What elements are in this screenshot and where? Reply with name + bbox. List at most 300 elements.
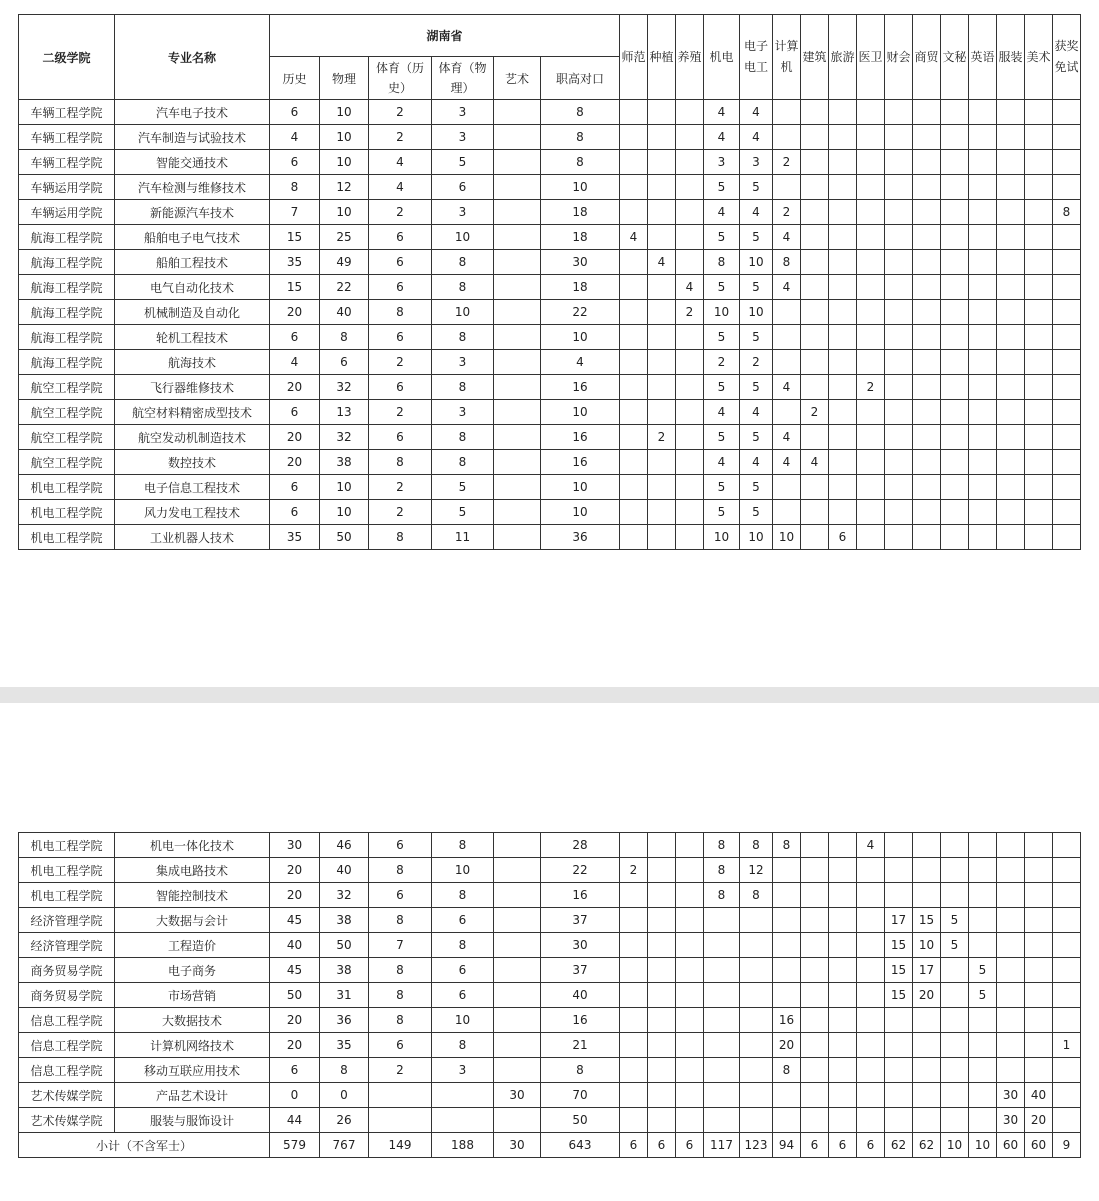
cell-value (676, 1108, 704, 1133)
cell-value (620, 325, 648, 350)
cell-value (1053, 958, 1081, 983)
cell-value (829, 275, 857, 300)
cell-value (997, 475, 1025, 500)
cell-value (801, 983, 829, 1008)
cell-value: 20 (913, 983, 941, 1008)
cell-value (857, 450, 885, 475)
cell-value (1025, 833, 1053, 858)
cell-value (829, 883, 857, 908)
cell-value: 10 (740, 525, 773, 550)
cell-value (648, 325, 676, 350)
cell-value (704, 1108, 740, 1133)
cell-college: 艺术传媒学院 (19, 1083, 115, 1108)
cell-value (857, 525, 885, 550)
cell-value (997, 300, 1025, 325)
cell-value (997, 150, 1025, 175)
cell-value (773, 300, 801, 325)
cell-value: 28 (541, 833, 620, 858)
cell-college: 航海工程学院 (19, 325, 115, 350)
cell-value: 8 (320, 1058, 369, 1083)
cell-value (969, 500, 997, 525)
cell-value (857, 425, 885, 450)
cell-value (829, 150, 857, 175)
cell-value (969, 300, 997, 325)
cell-value: 8 (270, 175, 320, 200)
cell-value (676, 958, 704, 983)
cell-value (369, 1108, 432, 1133)
cell-value (829, 400, 857, 425)
total-value: 62 (913, 1133, 941, 1158)
cell-major: 电子商务 (115, 958, 270, 983)
cell-value (941, 425, 969, 450)
cell-value (494, 225, 541, 250)
total-value: 767 (320, 1133, 369, 1158)
cell-value: 8 (369, 450, 432, 475)
cell-value (969, 425, 997, 450)
cell-value (740, 1083, 773, 1108)
cell-major: 机械制造及自动化 (115, 300, 270, 325)
cell-college: 信息工程学院 (19, 1008, 115, 1033)
cell-value: 31 (320, 983, 369, 1008)
cell-value: 6 (270, 1058, 320, 1083)
cell-value (885, 475, 913, 500)
cell-value (885, 175, 913, 200)
cell-value (676, 350, 704, 375)
cell-value: 5 (941, 933, 969, 958)
cell-value (1025, 300, 1053, 325)
cell-value: 4 (773, 450, 801, 475)
cell-value (913, 325, 941, 350)
cell-value (829, 375, 857, 400)
cell-college: 经济管理学院 (19, 908, 115, 933)
cell-value (494, 958, 541, 983)
cell-college: 车辆运用学院 (19, 200, 115, 225)
cell-value: 40 (270, 933, 320, 958)
cell-value (941, 375, 969, 400)
cell-value: 12 (320, 175, 369, 200)
cell-value (885, 1033, 913, 1058)
cell-value: 4 (676, 275, 704, 300)
cell-value: 4 (270, 125, 320, 150)
cell-value (969, 858, 997, 883)
cell-value (1025, 983, 1053, 1008)
cell-value (969, 125, 997, 150)
cell-value (913, 275, 941, 300)
cell-value (620, 100, 648, 125)
header-sub: 体育（物理） (432, 57, 494, 100)
cell-value (885, 200, 913, 225)
cell-value (801, 325, 829, 350)
cell-value: 6 (432, 175, 494, 200)
cell-college: 航海工程学院 (19, 350, 115, 375)
cell-value: 10 (740, 300, 773, 325)
total-value: 149 (369, 1133, 432, 1158)
cell-value (885, 275, 913, 300)
cell-major: 新能源汽车技术 (115, 200, 270, 225)
cell-value: 6 (432, 983, 494, 1008)
cell-value (648, 883, 676, 908)
cell-value: 0 (320, 1083, 369, 1108)
cell-value (494, 933, 541, 958)
cell-value (648, 475, 676, 500)
cell-value (801, 275, 829, 300)
cell-value (913, 450, 941, 475)
cell-value: 15 (885, 983, 913, 1008)
cell-value (620, 425, 648, 450)
header-vocational: 师范 (620, 15, 648, 100)
cell-value (941, 525, 969, 550)
cell-college: 机电工程学院 (19, 500, 115, 525)
cell-value (704, 1008, 740, 1033)
cell-value (857, 175, 885, 200)
cell-value: 8 (432, 325, 494, 350)
cell-value: 5 (432, 475, 494, 500)
header-sub: 物理 (320, 57, 369, 100)
cell-value: 15 (885, 933, 913, 958)
cell-value (676, 250, 704, 275)
cell-value (857, 1083, 885, 1108)
cell-value (969, 175, 997, 200)
cell-value (676, 1008, 704, 1033)
cell-value (773, 883, 801, 908)
table-row (19, 833, 1081, 858)
total-value: 94 (773, 1133, 801, 1158)
cell-value (620, 983, 648, 1008)
cell-value: 4 (620, 225, 648, 250)
cell-value: 4 (704, 200, 740, 225)
header-college: 二级学院 (19, 15, 115, 100)
cell-value (857, 300, 885, 325)
cell-value (941, 125, 969, 150)
cell-value (740, 1008, 773, 1033)
cell-value (913, 833, 941, 858)
cell-value (1025, 150, 1053, 175)
cell-major: 电子信息工程技术 (115, 475, 270, 500)
cell-value (857, 1058, 885, 1083)
cell-value: 8 (432, 250, 494, 275)
cell-value (969, 450, 997, 475)
cell-value: 6 (320, 350, 369, 375)
cell-value: 10 (320, 475, 369, 500)
cell-value (648, 908, 676, 933)
cell-value: 4 (704, 100, 740, 125)
table-row (19, 200, 1081, 225)
cell-value (885, 150, 913, 175)
header-vocational: 机电 (704, 15, 740, 100)
cell-value (913, 1008, 941, 1033)
cell-value: 30 (541, 250, 620, 275)
cell-value (829, 933, 857, 958)
cell-value (620, 375, 648, 400)
cell-value (997, 500, 1025, 525)
cell-value: 44 (270, 1108, 320, 1133)
cell-value: 18 (541, 275, 620, 300)
cell-value (997, 225, 1025, 250)
cell-value (801, 1108, 829, 1133)
cell-value (941, 475, 969, 500)
cell-value: 5 (740, 325, 773, 350)
cell-value: 7 (369, 933, 432, 958)
header-vocational: 美术 (1025, 15, 1053, 100)
cell-value (620, 1083, 648, 1108)
cell-value: 6 (369, 833, 432, 858)
cell-value: 2 (369, 500, 432, 525)
cell-value: 38 (320, 450, 369, 475)
cell-value (829, 1033, 857, 1058)
cell-value: 10 (704, 525, 740, 550)
cell-value (676, 175, 704, 200)
cell-value (740, 1058, 773, 1083)
cell-value (885, 250, 913, 275)
table-row (19, 525, 1081, 550)
cell-value: 8 (369, 1008, 432, 1033)
cell-value (969, 1108, 997, 1133)
cell-major: 智能交通技术 (115, 150, 270, 175)
cell-value: 17 (885, 908, 913, 933)
cell-value: 4 (773, 375, 801, 400)
cell-college: 车辆运用学院 (19, 175, 115, 200)
cell-value: 5 (704, 375, 740, 400)
cell-value (913, 425, 941, 450)
cell-value (829, 958, 857, 983)
table-row (19, 225, 1081, 250)
cell-value (648, 833, 676, 858)
cell-value (1025, 883, 1053, 908)
cell-value (494, 450, 541, 475)
cell-value (648, 100, 676, 125)
header-vocational: 商贸 (913, 15, 941, 100)
table-row (19, 125, 1081, 150)
cell-value: 20 (270, 450, 320, 475)
cell-value (494, 250, 541, 275)
cell-value: 10 (320, 200, 369, 225)
cell-value (941, 983, 969, 1008)
cell-value: 6 (270, 500, 320, 525)
cell-value (648, 933, 676, 958)
cell-value: 17 (913, 958, 941, 983)
header-vocational: 电子电工 (740, 15, 773, 100)
cell-value: 8 (432, 375, 494, 400)
cell-value (857, 883, 885, 908)
cell-value: 21 (541, 1033, 620, 1058)
total-value: 6 (620, 1133, 648, 1158)
cell-value: 5 (704, 225, 740, 250)
cell-value: 4 (801, 450, 829, 475)
cell-value (676, 933, 704, 958)
total-value: 60 (997, 1133, 1025, 1158)
cell-value (997, 425, 1025, 450)
cell-value (704, 1083, 740, 1108)
header-vocational: 养殖 (676, 15, 704, 100)
cell-value: 3 (432, 1058, 494, 1083)
header-vocational: 英语 (969, 15, 997, 100)
table-row (19, 100, 1081, 125)
cell-value (829, 833, 857, 858)
cell-value: 6 (369, 883, 432, 908)
cell-value: 10 (541, 475, 620, 500)
cell-value (620, 1033, 648, 1058)
header-vocational: 医卫 (857, 15, 885, 100)
cell-value: 35 (270, 525, 320, 550)
cell-value (494, 1008, 541, 1033)
cell-value: 4 (704, 125, 740, 150)
cell-value (1053, 425, 1081, 450)
cell-value (676, 1058, 704, 1083)
cell-value: 6 (270, 475, 320, 500)
cell-value (941, 450, 969, 475)
total-value: 6 (801, 1133, 829, 1158)
cell-value (1053, 125, 1081, 150)
cell-value: 8 (432, 275, 494, 300)
cell-value: 1 (1053, 1033, 1081, 1058)
cell-value: 20 (270, 883, 320, 908)
cell-value (829, 125, 857, 150)
cell-value (969, 375, 997, 400)
cell-value (1025, 225, 1053, 250)
cell-value: 2 (857, 375, 885, 400)
cell-value (704, 983, 740, 1008)
cell-value (620, 525, 648, 550)
cell-value: 16 (541, 883, 620, 908)
cell-value (829, 1108, 857, 1133)
cell-major: 服装与服饰设计 (115, 1108, 270, 1133)
cell-value: 3 (432, 100, 494, 125)
cell-value (885, 1108, 913, 1133)
cell-value (620, 175, 648, 200)
cell-value (676, 225, 704, 250)
cell-value: 5 (704, 425, 740, 450)
cell-value: 2 (740, 350, 773, 375)
table-row (19, 325, 1081, 350)
cell-value (885, 1058, 913, 1083)
table-row (19, 1083, 1081, 1108)
cell-value (997, 275, 1025, 300)
cell-value (740, 958, 773, 983)
cell-value (829, 175, 857, 200)
cell-value: 3 (704, 150, 740, 175)
cell-value: 45 (270, 908, 320, 933)
cell-value (885, 300, 913, 325)
cell-value: 8 (320, 325, 369, 350)
cell-value: 26 (320, 1108, 369, 1133)
cell-value (857, 150, 885, 175)
cell-value (801, 833, 829, 858)
cell-value (997, 858, 1025, 883)
cell-value (913, 350, 941, 375)
cell-value (494, 883, 541, 908)
cell-college: 航海工程学院 (19, 275, 115, 300)
cell-value (1053, 250, 1081, 275)
cell-value (801, 500, 829, 525)
cell-value (620, 200, 648, 225)
cell-value: 38 (320, 908, 369, 933)
cell-value (801, 1008, 829, 1033)
cell-value (494, 125, 541, 150)
cell-value (969, 883, 997, 908)
table-row (19, 1008, 1081, 1033)
cell-value: 3 (432, 400, 494, 425)
cell-value: 8 (704, 250, 740, 275)
cell-value (997, 400, 1025, 425)
cell-value: 10 (320, 100, 369, 125)
cell-value: 6 (369, 375, 432, 400)
cell-value (941, 400, 969, 425)
cell-value: 35 (270, 250, 320, 275)
cell-value (1025, 1033, 1053, 1058)
total-value: 6 (676, 1133, 704, 1158)
cell-value (913, 525, 941, 550)
cell-value (773, 475, 801, 500)
cell-value (648, 1058, 676, 1083)
cell-value (857, 125, 885, 150)
cell-value (913, 475, 941, 500)
table-row (19, 983, 1081, 1008)
cell-value (676, 475, 704, 500)
cell-value (648, 450, 676, 475)
cell-value (773, 350, 801, 375)
total-value: 6 (857, 1133, 885, 1158)
cell-value: 5 (740, 425, 773, 450)
cell-value (857, 1108, 885, 1133)
cell-value (1053, 100, 1081, 125)
cell-value: 8 (369, 908, 432, 933)
cell-value (801, 375, 829, 400)
cell-value (941, 150, 969, 175)
cell-value (885, 350, 913, 375)
cell-value (857, 500, 885, 525)
cell-value (1053, 500, 1081, 525)
cell-value: 50 (270, 983, 320, 1008)
cell-value (1025, 375, 1053, 400)
table-row (19, 275, 1081, 300)
cell-value (997, 375, 1025, 400)
cell-value (773, 325, 801, 350)
cell-value: 8 (432, 883, 494, 908)
cell-value: 5 (432, 500, 494, 525)
cell-value (997, 933, 1025, 958)
total-value: 6 (829, 1133, 857, 1158)
cell-value (432, 1083, 494, 1108)
cell-value: 5 (740, 275, 773, 300)
cell-value: 15 (913, 908, 941, 933)
cell-value: 12 (740, 858, 773, 883)
cell-value: 6 (369, 275, 432, 300)
cell-value (620, 1058, 648, 1083)
table-row (19, 958, 1081, 983)
total-value: 117 (704, 1133, 740, 1158)
cell-value (773, 958, 801, 983)
cell-value: 8 (432, 425, 494, 450)
cell-value (857, 858, 885, 883)
header-vocational: 财会 (885, 15, 913, 100)
cell-value (829, 325, 857, 350)
cell-value: 4 (648, 250, 676, 275)
cell-value: 22 (541, 300, 620, 325)
cell-value: 10 (541, 325, 620, 350)
total-value: 188 (432, 1133, 494, 1158)
cell-value (997, 1008, 1025, 1033)
cell-value (969, 933, 997, 958)
cell-value (801, 425, 829, 450)
cell-value (773, 1108, 801, 1133)
cell-value: 4 (704, 400, 740, 425)
cell-value (801, 100, 829, 125)
cell-value: 2 (369, 350, 432, 375)
cell-value (801, 908, 829, 933)
cell-value (620, 933, 648, 958)
total-value: 30 (494, 1133, 541, 1158)
table-row (19, 400, 1081, 425)
